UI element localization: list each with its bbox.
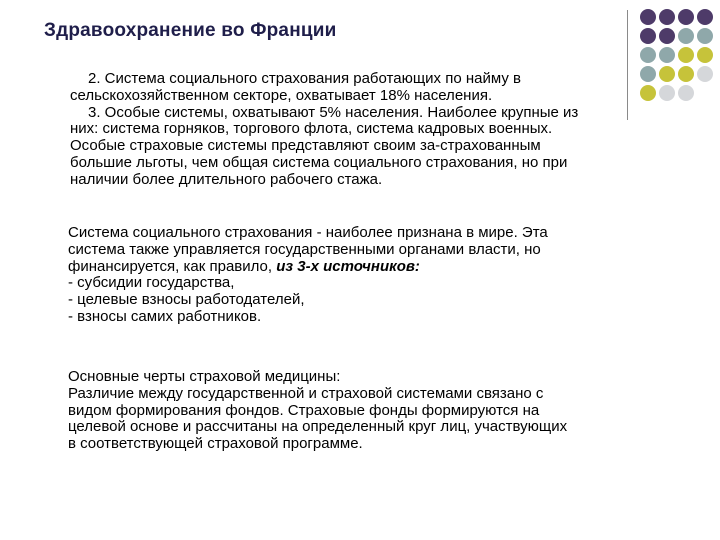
text-span: финансируется, как правило,	[68, 257, 273, 275]
text-line: система также управляется государственными органами власти, но	[68, 240, 541, 258]
decorative-dot	[640, 85, 656, 101]
decorative-dot	[659, 85, 675, 101]
text-line: 2. Система социального страхования работающих по найму в	[88, 70, 521, 87]
decorative-dot	[678, 66, 694, 82]
decorative-dot	[678, 28, 694, 44]
funding-source-item: - субсидии государства,	[68, 274, 235, 292]
decorative-dot	[640, 66, 656, 82]
decorative-dot	[640, 9, 656, 25]
text-line	[68, 259, 548, 276]
text-line: Особые страховые системы представляют своим за-страхованным	[70, 137, 541, 155]
decorative-dot	[697, 47, 713, 63]
text-line: видом формирования фондов. Страховые фонды формируются на	[68, 401, 540, 419]
text-line: них: система горняков, торгового флота, система кадровых военных.	[70, 120, 553, 138]
text-line: Различие между государственной и страховой системами связано с	[68, 384, 544, 402]
social-insurance-paragraph	[68, 225, 548, 326]
decorative-dot	[659, 28, 675, 44]
decorative-dot	[697, 9, 713, 25]
section-heading-line	[68, 369, 567, 386]
decorative-dot	[640, 28, 656, 44]
decorative-dot	[659, 47, 675, 63]
text-line: Система социального страхования - наиболее признана в мире. Эта	[68, 224, 548, 241]
decorative-dot	[678, 47, 694, 63]
text-line: сельскохозяйственном секторе, охватывает 18% населения.	[70, 86, 493, 104]
insurance-medicine-paragraph	[68, 369, 567, 453]
emphasized-text: из 3-х источников:	[276, 257, 420, 275]
text-line: большие льготы, чем общая система социального страхования, но при	[70, 153, 568, 171]
slide-title: Здравоохранение во Франции	[44, 20, 337, 41]
text-line: наличии более длительного рабочего стажа.	[70, 170, 383, 188]
funding-source-item: - взносы самих работников.	[68, 307, 262, 325]
funding-source-item: - целевые взносы работодателей,	[68, 291, 305, 309]
decorative-dot	[697, 28, 713, 44]
vertical-divider	[627, 10, 628, 120]
section-heading: Основные черты страховой медицины	[68, 368, 337, 385]
heading-colon: :	[336, 368, 341, 385]
decorative-dot	[659, 66, 675, 82]
decorative-dot	[659, 9, 675, 25]
text-line: в соответствующей страховой программе.	[68, 435, 363, 453]
text-line: целевой основе и рассчитаны на определенный круг лиц, участвующих	[68, 418, 568, 436]
insurance-systems-paragraph	[70, 71, 578, 189]
decorative-dot	[678, 85, 694, 101]
decorative-dot	[678, 9, 694, 25]
text-line: 3. Особые системы, охватывают 5% населения. Наиболее крупные из	[88, 103, 579, 121]
decorative-dot	[697, 66, 713, 82]
decorative-dot	[640, 47, 656, 63]
